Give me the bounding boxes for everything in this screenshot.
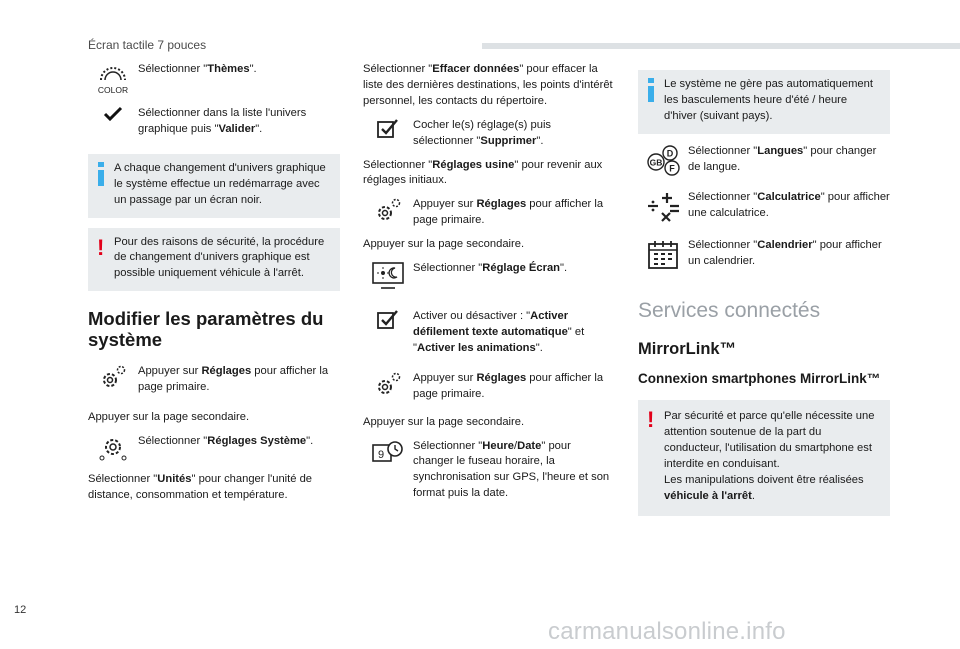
clock-date-icon bbox=[363, 439, 413, 465]
step-valider-text: Sélectionner dans la liste l'univers graphique puis "Valider". bbox=[138, 107, 307, 135]
color-icon-label: COLOR bbox=[97, 85, 129, 95]
step-calendrier-text: Sélectionner "Calendrier" pour afficher un calendrier. bbox=[688, 238, 882, 267]
step-reglages-2 bbox=[363, 371, 613, 403]
info-icon bbox=[97, 162, 105, 186]
step-supprimer-text: Cocher le(s) réglage(s) puis sélectionner "Supprimer". bbox=[413, 118, 552, 147]
checkbox-icon bbox=[363, 118, 413, 138]
column-2 bbox=[363, 62, 613, 510]
step-systeme bbox=[88, 434, 340, 462]
header-bar bbox=[482, 43, 960, 49]
settings-gear-icon bbox=[88, 364, 138, 392]
warning-box bbox=[88, 228, 340, 292]
settings-gear-icon bbox=[363, 197, 413, 225]
section-title: Modifier les paramètres du système bbox=[88, 308, 324, 350]
info-box bbox=[88, 154, 340, 218]
svg-text:9: 9 bbox=[378, 448, 385, 461]
settings-gear-icon bbox=[363, 371, 413, 399]
svg-text:GB: GB bbox=[649, 157, 663, 168]
units-text: Sélectionner "Unités" pour changer l'unité de distance, consommation et température. bbox=[88, 472, 313, 501]
step-heure-text: Sélectionner "Heure/Date" pour changer le fuseau horaire, la synchronisation sur GPS, l'heure et son format puis la date. bbox=[413, 439, 610, 500]
mirrorlink-heading: MirrorLink™ bbox=[638, 339, 737, 358]
system-settings-icon bbox=[88, 434, 138, 462]
effacer-text: Sélectionner "Effacer données" pour effacer la liste des dernières destinations, les points d'intérêt personnel, les contacts du répertoire. bbox=[363, 63, 613, 107]
step-reglages-2-text: Appuyer sur Réglages pour afficher la page primaire. bbox=[413, 371, 604, 400]
watermark: carmanualsonline.info bbox=[548, 618, 786, 645]
warning-box bbox=[638, 400, 890, 515]
calculator-icon bbox=[638, 190, 688, 224]
column-3 bbox=[638, 70, 890, 526]
warning-box-text: Par sécurité et parce qu'elle nécessite une attention soutenue de la part du conducteur, l'utilisation du smartphone est interdite en conduisant. bbox=[664, 410, 875, 471]
info-box bbox=[638, 70, 890, 134]
step-calculatrice-text: Sélectionner "Calculatrice" pour afficher une calculatrice. bbox=[688, 190, 890, 219]
svg-text:F: F bbox=[669, 163, 675, 174]
checkmark-icon bbox=[88, 106, 138, 122]
secondary-page-2: Appuyer sur la page secondaire. bbox=[363, 415, 525, 428]
warning-icon: ! bbox=[647, 407, 655, 433]
step-reglages-text: Appuyer sur Réglages pour afficher la page primaire. bbox=[138, 364, 329, 393]
svg-text:D: D bbox=[666, 148, 674, 159]
info-box-text: A chaque changement d'univers graphique le système effectue un redémarrage avec un passage par un écran noir. bbox=[114, 161, 326, 206]
checkbox-icon bbox=[363, 309, 413, 329]
page-number: 12 bbox=[14, 604, 27, 616]
step-valider bbox=[88, 106, 340, 138]
step-systeme-text: Sélectionner "Réglages Système". bbox=[138, 434, 314, 447]
step-defilement-text: Activer ou désactiver : "Activer défilement texte automatique" et "Activer les animations". bbox=[413, 310, 585, 354]
secondary-page-text: Appuyer sur la page secondaire. bbox=[88, 410, 250, 423]
step-themes-text: Sélectionner "Thèmes". bbox=[138, 63, 257, 75]
color-theme-icon bbox=[88, 62, 138, 96]
secondary-page-1: Appuyer sur la page secondaire. bbox=[363, 238, 525, 251]
step-calendrier bbox=[638, 238, 890, 270]
step-langues bbox=[638, 144, 890, 176]
calendar-icon bbox=[638, 238, 688, 270]
usine-text: Sélectionner "Réglages usine" pour revenir aux réglages initiaux. bbox=[363, 158, 603, 187]
warning-box-text-2: Les manipulations doivent être réalisées véhicule à l'arrêt. bbox=[664, 474, 864, 502]
step-ecran-text: Sélectionner "Réglage Écran". bbox=[413, 262, 568, 275]
info-icon bbox=[647, 78, 655, 102]
step-supprimer bbox=[363, 118, 613, 150]
step-ecran bbox=[363, 261, 613, 291]
warning-icon: ! bbox=[97, 234, 105, 260]
connexion-heading: Connexion smartphones MirrorLink™ bbox=[638, 370, 881, 386]
step-reglages-1-text: Appuyer sur Réglages pour afficher la page primaire. bbox=[413, 198, 604, 227]
step-reglages bbox=[88, 364, 340, 396]
step-calculatrice bbox=[638, 190, 890, 224]
step-langues-text: Sélectionner "Langues" pour changer de langue. bbox=[688, 144, 877, 173]
step-themes bbox=[88, 62, 340, 96]
step-heure bbox=[363, 439, 613, 503]
info-box-text: Le système ne gère pas automatiquement les basculements heure d'été / heure d'hiver (suivant pays). bbox=[664, 78, 873, 122]
column-1 bbox=[88, 62, 340, 511]
display-brightness-icon bbox=[363, 261, 413, 291]
step-reglages-1 bbox=[363, 197, 613, 229]
warning-box-text: Pour des raisons de sécurité, la procédure de changement d'univers graphique est possible uniquement véhicule à l'arrêt. bbox=[114, 235, 325, 280]
step-defilement bbox=[363, 309, 613, 357]
services-heading: Services connectés bbox=[638, 298, 821, 322]
language-icon bbox=[638, 144, 688, 176]
page-header-title: Écran tactile 7 pouces bbox=[88, 38, 207, 52]
